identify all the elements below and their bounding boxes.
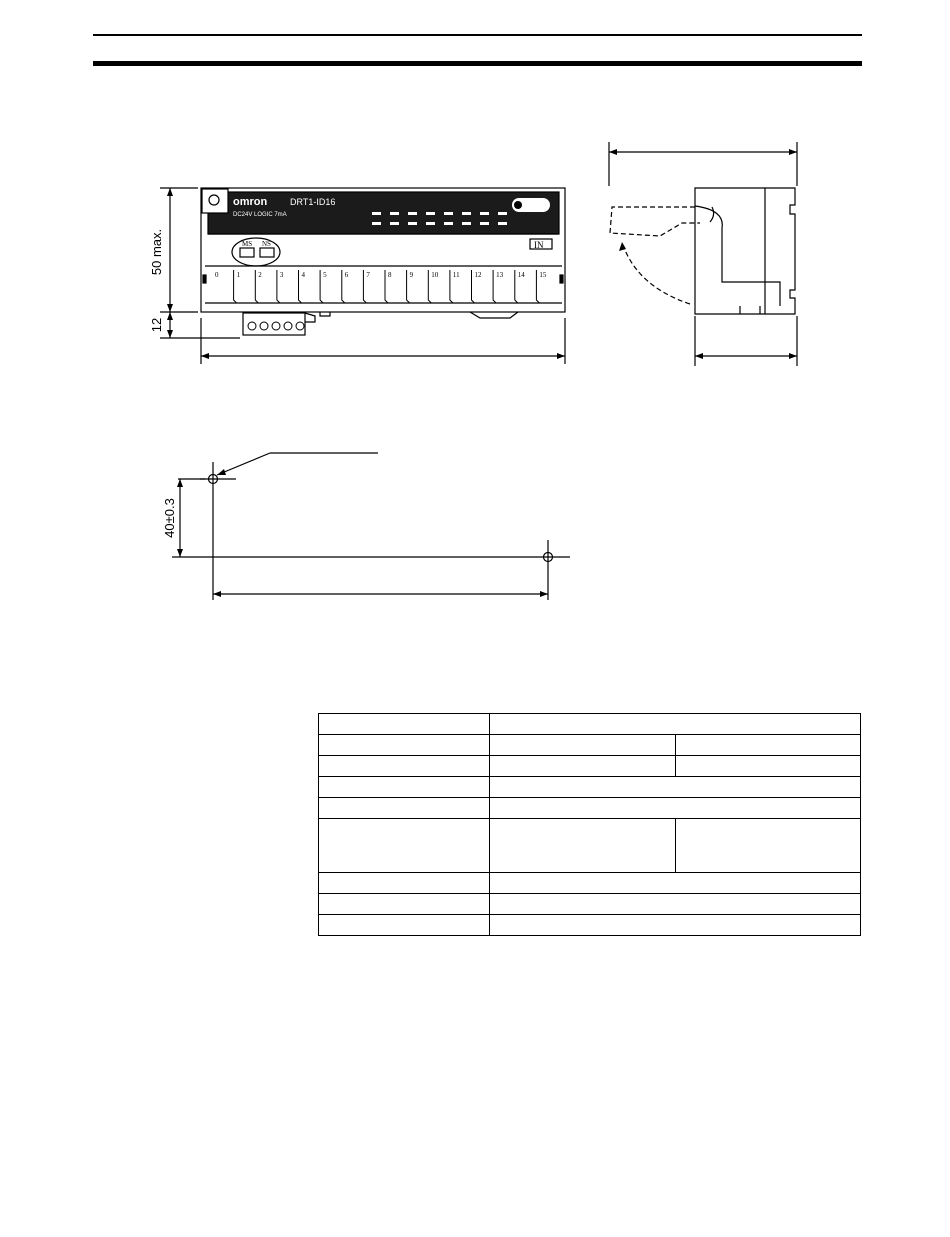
table-row (319, 873, 861, 894)
terminal-number: 12 (474, 271, 482, 279)
connector-dim-label: 12 (149, 317, 164, 333)
terminal-number: 15 (539, 271, 547, 279)
table-row (319, 915, 861, 936)
terminal-number: 4 (301, 271, 305, 279)
table-row (319, 777, 861, 798)
rating-text: DC24V LOGIC 7mA (233, 212, 287, 218)
table-row (319, 756, 861, 777)
terminal-number: 7 (366, 271, 370, 279)
table-row (319, 714, 861, 735)
logo-mark (514, 201, 522, 209)
terminal-number: 11 (452, 271, 460, 279)
terminal-number: 0 (215, 271, 219, 279)
table-row (319, 894, 861, 915)
terminal-number: 8 (388, 271, 392, 279)
hole-pitch-label: 40±0.3 (162, 498, 177, 538)
side-view-drawing (609, 142, 797, 366)
terminal-number: 14 (517, 271, 525, 279)
terminal-number: 1 (236, 271, 241, 279)
io-mark: IN (534, 240, 544, 250)
table-row (319, 819, 861, 873)
table-row (319, 798, 861, 819)
model-text: DRT1-ID16 (290, 197, 336, 207)
connector-pins (248, 322, 304, 330)
spec-table (318, 713, 861, 936)
height-dim-label: 50 max. (149, 228, 164, 276)
terminal-number: 6 (344, 271, 349, 279)
brand-text: omron (233, 196, 268, 208)
indicator-label-ns: NS (262, 240, 271, 248)
terminal-number: 2 (258, 271, 262, 279)
terminal-number: 10 (431, 271, 439, 279)
terminal-number: 5 (323, 271, 327, 279)
terminal-number: 3 (279, 271, 284, 279)
terminal-number: 13 (496, 271, 504, 279)
terminal-numbers (215, 271, 547, 279)
mounting-holes-drawing (172, 453, 570, 600)
indicator-label-ms: MS (242, 240, 253, 248)
terminal-number: 9 (409, 271, 414, 279)
table-row (319, 735, 861, 756)
